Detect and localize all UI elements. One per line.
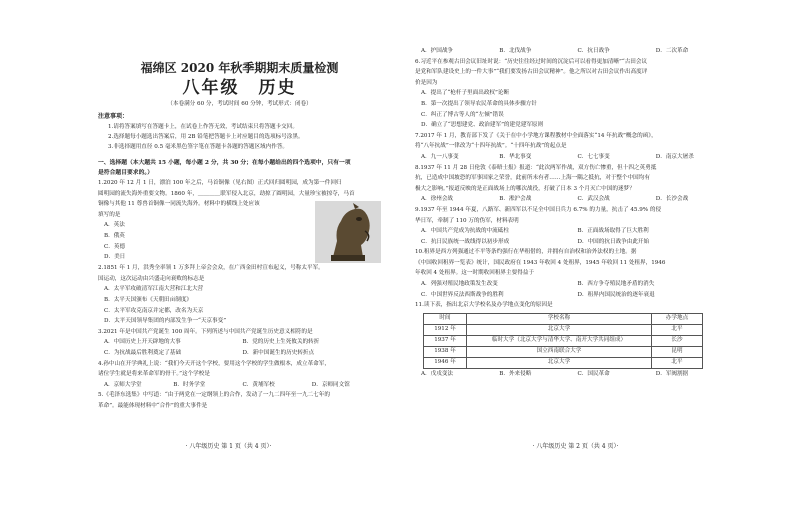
table-cell: 临时大学（北京大学与清华大学、南开大学共同组成）: [467, 335, 652, 346]
option: C．抗日民族统一战线得以初步形成: [421, 238, 510, 245]
question-11-line: 11.读下表，指出北京大学校名及办学地点变化的原因是: [415, 302, 553, 309]
table-header: 办学地点: [652, 313, 703, 324]
option: A．中国历史上开天辟地的大事: [104, 339, 181, 346]
table-row: [424, 335, 703, 346]
option: A．列强对殖民地政策发生改变: [421, 281, 498, 288]
option: C．英德: [104, 243, 126, 250]
table-cell: 1938 年: [424, 346, 467, 357]
notes-heading: 注意事项：: [98, 113, 129, 120]
option: B．时务学堂: [173, 381, 206, 388]
option: B．正面战场取得了巨大胜利: [577, 228, 649, 235]
table-cell: 北平: [652, 324, 703, 335]
note-line: 2.选择题每小题选出答案后，用 2B 铅笔把答题卡上对应题目的选项标号涂黑。: [108, 134, 304, 140]
exam-info: （本卷满分 60 分，考试时间 60 分钟，考试形式：闭卷）: [167, 101, 312, 107]
option: B．北伐战争: [499, 48, 532, 54]
option: B．党的历史上生死攸关的转折: [242, 339, 320, 346]
option: B．淞沪会战: [499, 196, 532, 203]
school-history-table: [423, 313, 703, 369]
option: D．中国的抗日战争由此开始: [577, 238, 650, 245]
note-line: 3.非选择题用直径 0.5 毫米黑色签字笔在答题卡各题的答题区域内作答。: [108, 144, 289, 150]
question-1-line: 圆明园的流失海外重要文物。1860 年，＿＿＿＿联军侵入北京，劫掠了圆明园，大量珍宝被掠夺，马首: [98, 190, 355, 197]
option: B．外来侵略: [499, 370, 532, 377]
option: A．戊戌变法: [421, 370, 454, 377]
question-2-line: 国运动，这次运动由兴盛走向衰败的标志是: [98, 275, 205, 282]
question-9-line: 9.1937 年至 1944 年夏，八路军、新四军以不足全中国日兵力 6.7% 的力量，抗击了 45.9% 的侵: [415, 206, 662, 213]
question-10-line: 年收回 4 处租界。这一时期收回租界主要得益于: [415, 270, 534, 277]
option: B．俄英: [104, 232, 125, 239]
horse-head-statue-image: [315, 201, 381, 263]
options-row: [415, 279, 734, 290]
options-row: [415, 226, 734, 237]
question-7-line: 7.2017 年 1 月，教育部下发了《关于在中小学地方课程教材中全面落实“14 年抗战”概念的函》，: [415, 132, 657, 139]
option: C．武汉会战: [577, 196, 610, 203]
question-6-line: 价是因为: [415, 79, 438, 86]
table-cell: 北京大学: [467, 324, 652, 335]
question-1-block: [98, 199, 381, 263]
question-8-line: 8.1937 年 11 月 28 日伦敦《泰晤士报》报道：“此次两军作战，双方伤亡惨重，但十四之英勇抵: [415, 164, 657, 171]
options-row: [415, 194, 734, 205]
exam-title: 福绵区 2020 年秋季期期末质量检测: [140, 61, 339, 75]
exam-subject: 八年级 历史: [182, 78, 297, 98]
question-1-line: 填写的是: [98, 211, 121, 218]
option: D．军阀割据: [655, 370, 689, 377]
option: C．太平军攻克南京并定都，改名为天京: [104, 307, 204, 314]
option: C．抗日战争: [577, 48, 610, 54]
question-8-line: 抗，已造成中国坡恐的军事国家之荣誉，此前所未有者……上海一隅之抵抗，对于整个中国均有: [415, 175, 650, 182]
option: D．新中国诞生的历史转折点: [242, 349, 315, 356]
table-cell: 昆明: [652, 346, 703, 357]
table-row: [424, 346, 703, 357]
options-row: [98, 380, 381, 391]
section-heading-cont: 是符合题目要求的。）: [98, 170, 154, 176]
question-10-line: 《中国收回租界一览表》统计，国民政府在 1943 年收回 4 处租界，1945 年收回 11 处租界，1946: [415, 259, 666, 266]
question-2-line: 2.1851 年 1 月，洪秀全率领 1 万多拜上帝会会众，在广西金田村宣布起义，号称太平军。: [98, 265, 324, 272]
option: A．英法: [104, 222, 125, 229]
option: B．太平天国颁布《天朝田亩制度》: [104, 296, 193, 303]
table-cell: 北平: [652, 357, 703, 368]
table-row: [424, 357, 703, 368]
option: A．徐州会战: [421, 196, 454, 203]
option: B．第一次提出了领导农民革命的具体步骤方针: [421, 100, 537, 107]
option: D．南京大屠杀: [655, 153, 694, 160]
options-row: [415, 369, 734, 380]
option: C．黄埔军校: [242, 381, 275, 388]
table-cell: 1937 年: [424, 335, 467, 346]
options-row: [415, 152, 734, 163]
table-row: [424, 324, 703, 335]
table-cell: 国立西南联合大学: [467, 346, 652, 357]
option: C．中国世界反法西斯战争的胜利: [421, 291, 504, 298]
option: A．提出了“枪杆子里面出政权”论断: [421, 90, 510, 97]
option: D．确立了“思想建党、政治建军”的建党建军原则: [421, 122, 544, 129]
table-cell: 长沙: [652, 335, 703, 346]
question-1-line: 铜像与其他 11 尊兽首铜像一同流失海外。材料中的横线上处应该: [98, 201, 260, 208]
table-header: 时间: [424, 313, 467, 324]
option: B．西方争夺殖民地矛盾的消失: [577, 281, 655, 288]
option: A．九一八事变: [421, 153, 459, 160]
question-1-line: 1.2020 年 12 月 1 日，漂泊 100 年之后，马首铜像（见右图）正式回归圆明园，成为第一件回归: [98, 180, 342, 186]
question-8-line: 极大之影响。”报道反映的是正面战场上的哪次战役，打破了日本 3 个月灭亡中国的迷梦？: [415, 185, 635, 192]
option: D．京师同文馆: [311, 381, 350, 388]
question-9-line: 华日军，牵制了 110 万的伪军，材料表明: [415, 217, 519, 224]
question-7-line: 将“八年抗战”一律改为“十四年抗战”。“十四年抗战”的起点是: [415, 143, 567, 150]
question-6-line: 是党和军队建设史上的一件大事”“我们要发扬古田会议精神”。他之所以对古田会议作出高度评: [415, 69, 648, 76]
page-footer: · 八年级历史 第 2 页（共 4 页）·: [532, 443, 619, 450]
question-10-line: 10.租界是西方列强通过不平等条约强行在华租借的，并拥有自治权和治外法权的土地。据: [415, 249, 637, 256]
option: D．长沙会战: [655, 196, 689, 203]
options-row: [415, 237, 734, 248]
table-cell: 北京大学: [467, 357, 652, 368]
page-footer: · 八年级历史 第 1 页（共 4 页）·: [185, 443, 272, 450]
option: C．为抗战最后胜利奠定了基础: [104, 349, 181, 356]
option: C．国民革命: [577, 370, 610, 377]
section-heading: 一、选择题（本大题共 15 小题，每小题 2 分，共 30 分；在每小题给出的四个选项中，只有一项: [98, 160, 351, 166]
question-6-line: 6.习近平在参观古田会议旧址时说：“历史往往经过时间的沉淀后可以看得更加清晰”“古田会议: [415, 58, 648, 65]
question-5-line: 革命”。最能体现材料中“合作”的重大事件是: [98, 402, 208, 409]
option: B．华北事变: [499, 153, 532, 160]
table-cell: 1946 年: [424, 357, 467, 368]
options-row: [415, 290, 734, 301]
page-right: [397, 0, 794, 514]
option: D．租界内国民统治的逐年衰退: [577, 291, 655, 298]
question-5-line: 5.《毛泽东选集》中写道：“由于两党在一定纲领上的合作，发动了一九二四年至一九二七年的: [98, 392, 330, 399]
question-4-line: 诸位学生就是将来革命军的骨干。”这个学校是: [98, 371, 210, 378]
note-line: 1.请将答案填写在答题卡上，在试卷上作答无效，考试结束只将答题卡交回。: [108, 124, 298, 130]
option: C．纠正了博古等人的“左倾”错误: [421, 111, 504, 118]
table-cell: 1912 年: [424, 324, 467, 335]
table-header-row: [424, 313, 703, 324]
option: D．太平天国领导集团的内部发生争一“天京事变”: [104, 318, 227, 325]
question-4-line: 4.孙中山在开学典礼上说：“我们今天开这个学校，要用这个学校的学生做根本，成立革命军，: [98, 360, 330, 367]
options-row: [98, 348, 381, 359]
option: A．中国共产党成为抗战的中流砥柱: [421, 228, 509, 235]
question-3-line: 3.2021 年是中国共产党诞生 100 周年。下列所述与中国共产党诞生历史意义相符的是: [98, 328, 313, 335]
option: A．京师大学堂: [104, 381, 142, 388]
option: C．七七事变: [577, 153, 610, 160]
table-header: 学校名称: [467, 313, 652, 324]
options-row: [98, 337, 381, 348]
option: A．护国战争: [421, 48, 454, 54]
option: D．二次革命: [655, 48, 689, 54]
options-row: [415, 46, 734, 57]
option: A．太平军攻破清军江南大营和江北大营: [104, 286, 204, 293]
option: D．美日: [104, 254, 126, 261]
